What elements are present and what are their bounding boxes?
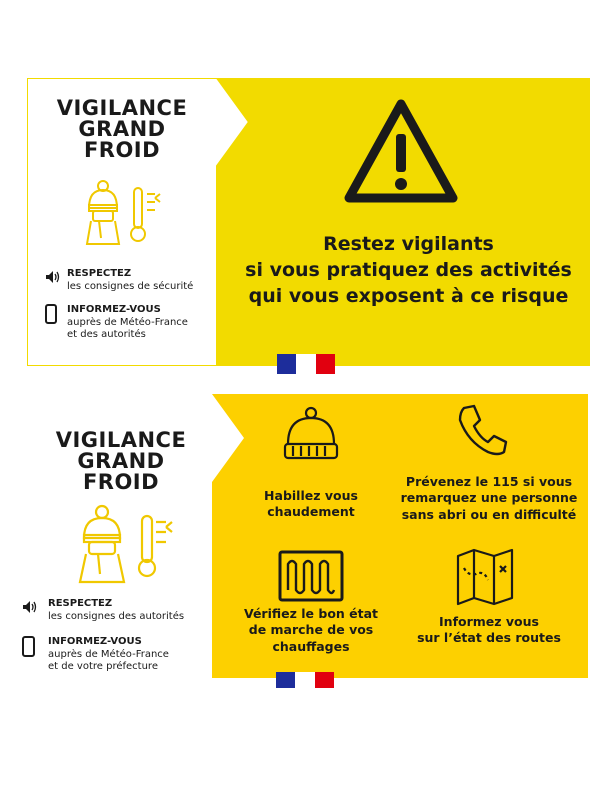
notice-informez <box>22 636 212 674</box>
notice-respectez <box>45 268 215 293</box>
phone-icon <box>22 636 36 658</box>
french-flag <box>276 672 334 688</box>
poster-top <box>27 78 590 366</box>
notice-respectez <box>22 598 212 623</box>
notice-head: RESPECTEZ <box>48 598 113 609</box>
speaker-icon <box>45 270 61 284</box>
notice-head: RESPECTEZ <box>67 268 132 279</box>
title-line: FROID <box>82 470 160 494</box>
speaker-icon <box>22 600 40 614</box>
tip-heating <box>226 606 396 655</box>
tip-line: Vérifiez le bon état <box>243 606 379 621</box>
title-line: VIGILANCE <box>56 96 188 120</box>
notice-informez <box>45 304 215 342</box>
french-flag <box>277 354 335 374</box>
title-line: FROID <box>83 138 161 162</box>
tip-line: chaudement <box>267 504 355 520</box>
tip-line: sans abri ou en difficulté <box>401 506 577 522</box>
phone-icon <box>45 304 57 324</box>
cold-person-icon <box>72 504 182 588</box>
poster-top-message <box>227 231 590 310</box>
warning-triangle-icon <box>343 98 459 206</box>
poster-top-title <box>37 98 207 161</box>
tip-roads <box>399 614 579 647</box>
cold-person-icon <box>79 178 169 250</box>
notice-line: les consignes de sécurité <box>67 280 194 292</box>
notice-line: et de votre préfecture <box>48 661 158 672</box>
beanie-icon <box>280 406 342 464</box>
tip-line: Prévenez le 115 si vous <box>405 474 573 489</box>
message-line: si vous pratiquez des activités <box>245 259 572 282</box>
tip-line: Informez vous <box>439 614 539 629</box>
tip-line: de marche de vos <box>248 622 374 638</box>
map-icon <box>454 546 516 606</box>
poster-bottom <box>14 394 588 686</box>
title-line: VIGILANCE <box>55 428 187 452</box>
tip-line: remarquez une personne <box>400 490 578 506</box>
tip-line: Habillez vous <box>264 488 358 503</box>
title-line: GRAND <box>78 117 166 141</box>
tip-call-115 <box>394 474 584 523</box>
notice-line: les consignes des autorités <box>48 610 185 622</box>
notice-head: INFORMEZ-VOUS <box>67 304 161 315</box>
notice-head: INFORMEZ-VOUS <box>48 636 142 647</box>
message-line: qui vous exposent à ce risque <box>248 285 569 308</box>
radiator-icon <box>278 550 344 602</box>
message-line: Restez vigilants <box>323 233 494 255</box>
poster-bottom-title <box>36 430 206 493</box>
title-line: GRAND <box>77 449 165 473</box>
telephone-icon <box>454 402 510 458</box>
tip-clothing <box>226 488 396 521</box>
notice-line: auprès de Météo-France <box>67 316 188 328</box>
notice-line: et des autorités <box>67 329 146 340</box>
tip-line: sur l’état des routes <box>417 630 561 646</box>
notice-line: auprès de Météo-France <box>48 648 169 660</box>
tip-line: chauffages <box>272 638 350 654</box>
